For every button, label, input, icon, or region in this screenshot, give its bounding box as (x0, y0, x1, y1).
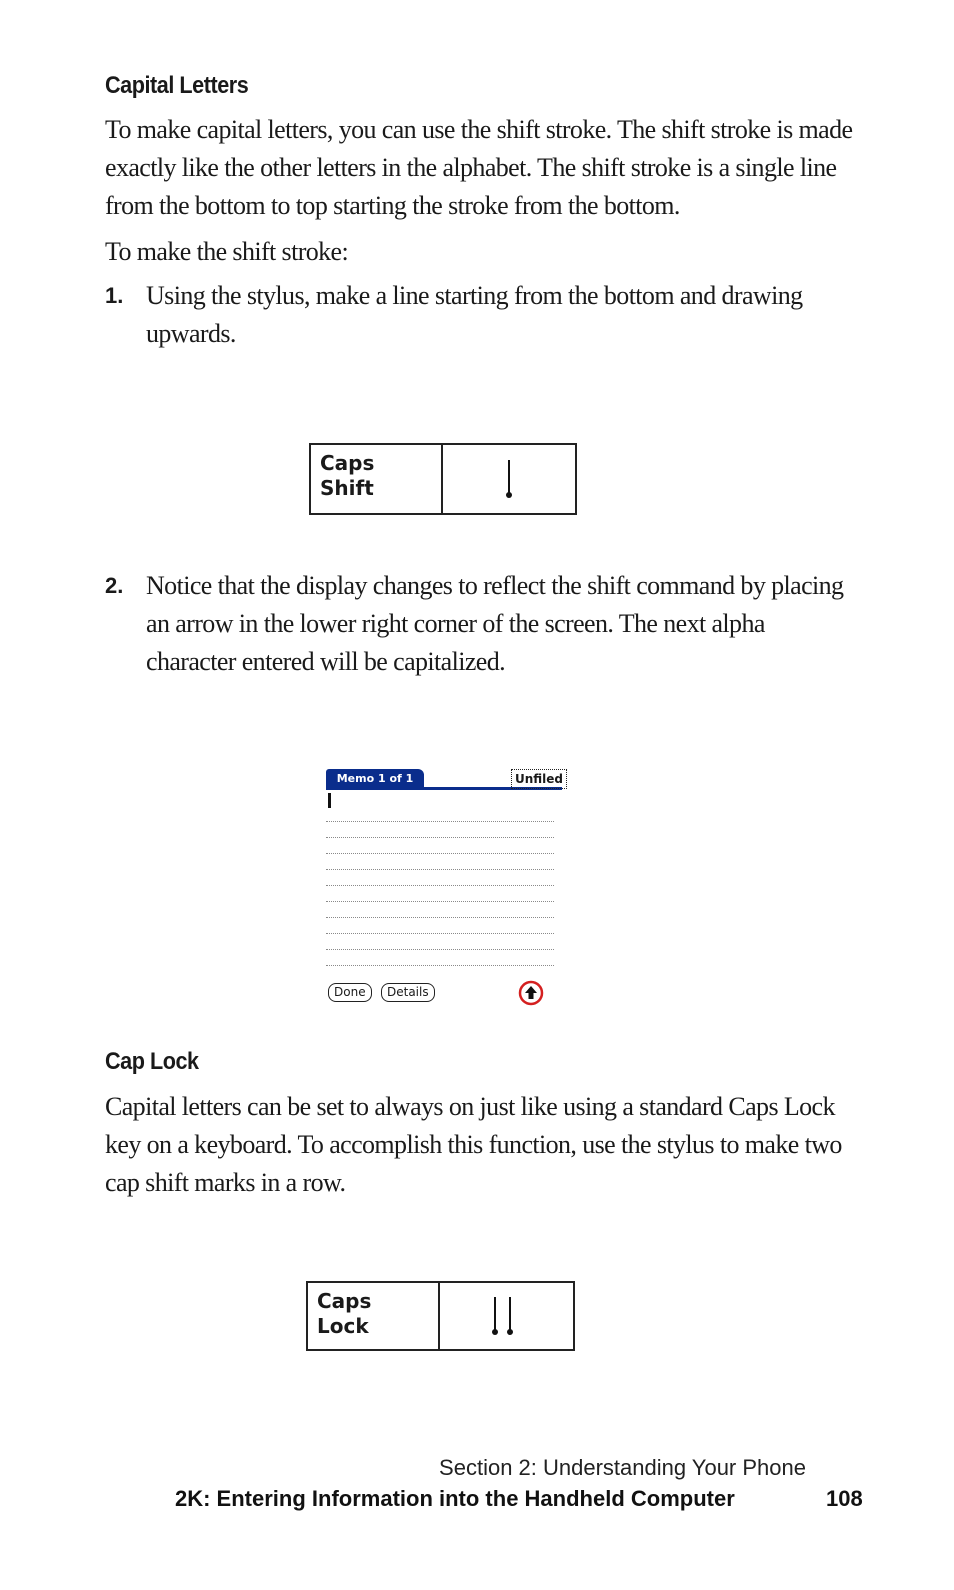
memo-line (326, 934, 554, 950)
cap-lock-text: Capital letters can be set to always on just like using a standard Caps Lock key on a keyboard. To accomplish this function, use the stylus to make two cap shift marks in a row. (105, 1092, 842, 1197)
capital-letters-intro: To make capital letters, you can use the shift stroke. The shift stroke is made exactly like the other letters in the alphabet. The shift stroke is a single line from the bottom to top starting the stroke from the bottom. (105, 115, 853, 220)
caps-lock-label (308, 1283, 440, 1349)
memo-line (326, 950, 554, 966)
step-2-text: Notice that the display changes to reflect the shift command by placing an arrow in the lower right corner of the screen. The next alpha character entered will be capitalized. (146, 571, 844, 676)
single-upstroke-icon (443, 445, 575, 513)
memo-line (326, 886, 554, 902)
page-number: 108 (826, 1486, 863, 1511)
memo-line (326, 902, 554, 918)
step-1-number: 1. (105, 283, 124, 308)
memo-line (326, 822, 554, 838)
done-button[interactable]: Done (328, 983, 372, 1002)
caps-shift-label-line1: Caps (320, 451, 375, 475)
memo-line (326, 870, 554, 886)
memo-line (326, 854, 554, 870)
category-selector[interactable]: Unfiled (511, 769, 567, 789)
memo-text-area[interactable] (326, 806, 554, 966)
cap-lock-heading: Cap Lock (105, 1048, 199, 1075)
memo-line (326, 918, 554, 934)
caps-shift-label-line2: Shift (320, 476, 374, 500)
step-1-text: Using the stylus, make a line starting from the bottom and drawing upwards. (146, 281, 803, 348)
double-upstroke-icon (440, 1283, 573, 1349)
shift-arrow-icon (517, 980, 545, 1010)
memo-screen (324, 766, 564, 1006)
memo-line (326, 806, 554, 822)
memo-title-tab[interactable]: Memo 1 of 1 (326, 769, 424, 788)
caps-shift-label (311, 445, 443, 513)
caps-lock-label-line2: Lock (317, 1314, 369, 1338)
caps-lock-label-line1: Caps (317, 1289, 372, 1313)
step-2-number: 2. (105, 573, 124, 598)
details-button[interactable]: Details (381, 983, 435, 1002)
shift-stroke-lead-in: To make the shift stroke: (105, 237, 349, 266)
caps-lock-stroke-box (306, 1281, 575, 1351)
caps-shift-stroke-box (309, 443, 577, 515)
memo-line (326, 838, 554, 854)
capital-letters-heading: Capital Letters (105, 72, 249, 99)
footer-chapter-title: 2K: Entering Information into the Handheld Computer (175, 1486, 735, 1511)
footer-section-title: Section 2: Understanding Your Phone (439, 1455, 806, 1480)
